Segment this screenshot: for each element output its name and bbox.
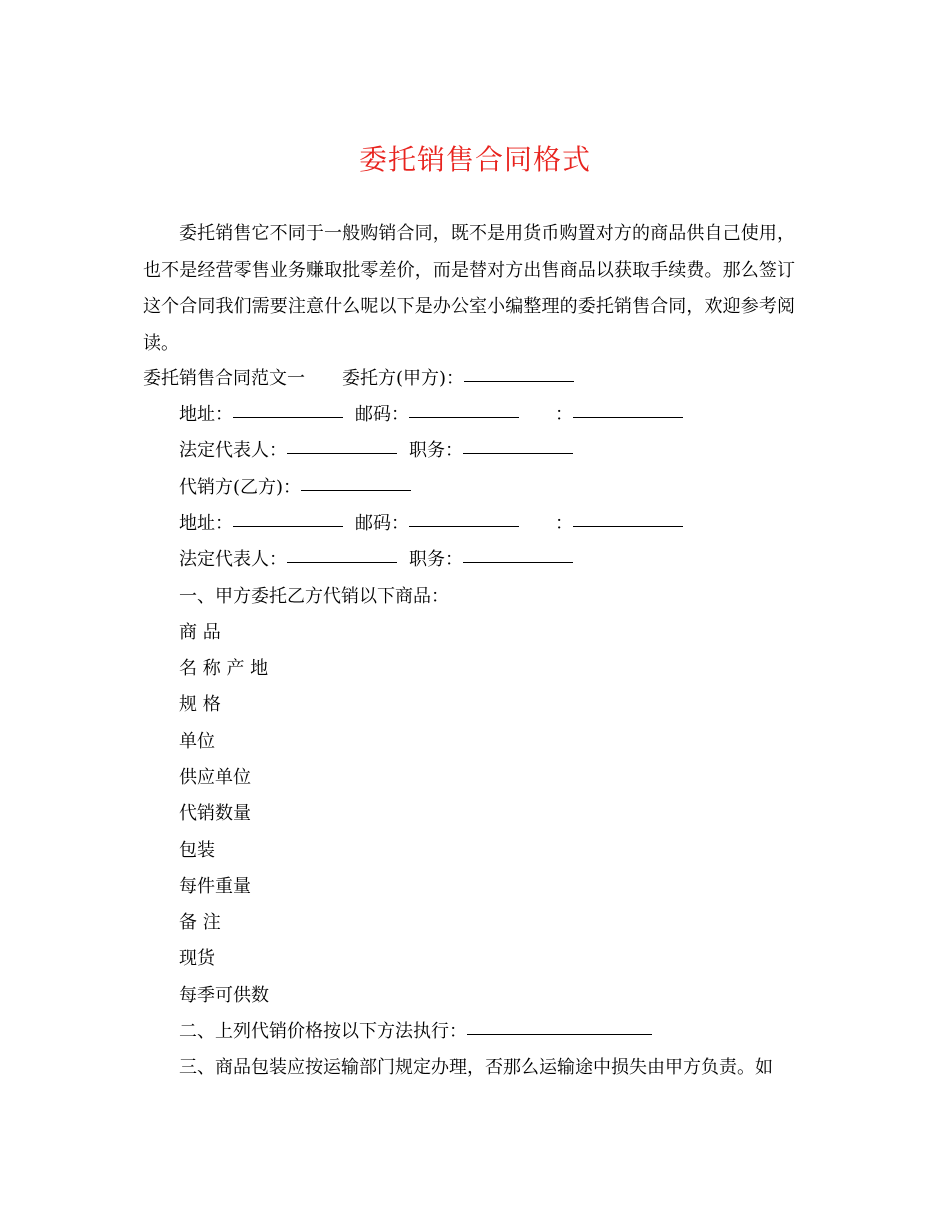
party-a-blank xyxy=(464,380,574,382)
party-a-line xyxy=(143,367,574,391)
document-title: 委托销售合同格式 xyxy=(358,143,591,176)
goods-field: 商 品 xyxy=(179,622,221,643)
intro-paragraph: 委托销售它不同于一般购销合同，既不是用货币购置对方的商品供自己使用，也不是经营零售业务赚取批零差价，而是替对方出售商品以获取手续费。那么签订这个合同我们需要注意什么呢以下是办公室小编整理的委托销售合同，欢迎参考阅读。 xyxy=(143,223,795,354)
goods-field: 规 格 xyxy=(179,694,221,715)
goods-field: 每件重量 xyxy=(179,876,251,897)
clause-2: 二、上列代销价格按以下方法执行： xyxy=(179,1021,467,1042)
party-b-address-line xyxy=(179,512,683,536)
clause-2-line xyxy=(179,1020,652,1044)
postcode-label: 邮码： xyxy=(355,404,409,425)
address-blank xyxy=(233,525,343,527)
party-b-label: 代销方(乙方)： xyxy=(179,477,302,498)
colon-label: ： xyxy=(555,513,573,534)
phone-blank xyxy=(573,416,683,418)
goods-field: 现货 xyxy=(179,948,215,969)
legal-rep-blank xyxy=(287,452,397,454)
price-method-blank xyxy=(467,1033,652,1035)
party-b-blank xyxy=(301,489,411,491)
address-label: 地址： xyxy=(179,513,233,534)
position-label: 职务： xyxy=(409,440,463,461)
postcode-label: 邮码： xyxy=(355,513,409,534)
colon-label: ： xyxy=(555,404,573,425)
clause-3: 三、商品包装应按运输部门规定办理，否那么运输途中损失由甲方负责。如 xyxy=(179,1057,773,1078)
party-b-rep-line xyxy=(179,548,573,572)
party-a-address-line xyxy=(179,403,683,427)
goods-field: 每季可供数 xyxy=(179,985,269,1006)
clause-1: 一、甲方委托乙方代销以下商品： xyxy=(179,586,449,607)
goods-field: 名 称 产 地 xyxy=(179,658,269,679)
goods-field: 单位 xyxy=(179,731,215,752)
postcode-blank xyxy=(409,416,519,418)
goods-field: 备 注 xyxy=(179,912,221,933)
position-blank xyxy=(463,452,573,454)
postcode-blank xyxy=(409,525,519,527)
legal-rep-label: 法定代表人： xyxy=(179,549,287,570)
party-a-rep-line xyxy=(179,439,573,463)
goods-field: 供应单位 xyxy=(179,767,251,788)
goods-field: 代销数量 xyxy=(179,803,251,824)
address-blank xyxy=(233,416,343,418)
address-label: 地址： xyxy=(179,404,233,425)
party-b-line xyxy=(179,476,411,500)
legal-rep-blank xyxy=(287,561,397,563)
phone-blank xyxy=(573,525,683,527)
sample-heading: 委托销售合同范文一 xyxy=(143,368,305,389)
legal-rep-label: 法定代表人： xyxy=(179,440,287,461)
position-label: 职务： xyxy=(409,549,463,570)
party-a-label: 委托方(甲方)： xyxy=(342,368,465,389)
goods-field: 包装 xyxy=(179,840,215,861)
position-blank xyxy=(463,561,573,563)
